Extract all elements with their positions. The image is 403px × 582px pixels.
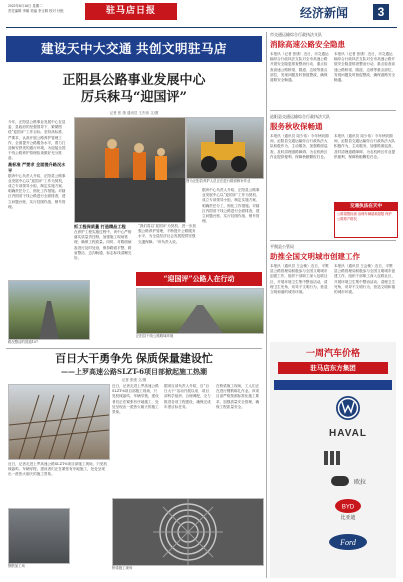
brand-byd-label: 比亚迪 [340,514,356,521]
svg-text:BYD: BYD [341,504,355,510]
highway-illustration [137,289,263,333]
brand-ford [300,530,396,554]
lead-paragraph: 在养护工程实施过程中，该中心严格落实质量责任制，加强施工现场管理，确保工程质量。同时，对路面病害进行及时处治，保持路面平整、路肩整洁、边沟畅通、标志标线清晰完好。 [74,230,132,261]
masthead-rule [6,27,397,28]
story-2-column-1: 本报讯（通讯员 周少伟）今年秋收期间，泌阳县交通运输综合行政执法大队积极作为，主动服务，加强路面巡查，及时清理道路障碍，为农机跨区作业提供便利，保障秋粮颗粒归仓。 [270,134,329,159]
lead-photo-workers [74,117,186,223]
page-number: 3 [373,4,389,20]
story-1-column-1: 本报讯（记者 张康）近日，市交通运输综合行政执法支队对全市高速公路开展安全隐患排查整治行动，重点检查高速公路桥梁、隧道、边坡等重点部位，发现问题及时督促整改，确保道路安全畅通。 [270,52,329,83]
lead-photo-road [8,280,90,340]
lead-paragraph: 据该中心负责人介绍，正阳县公路事业发展中心以“迎国评”工作为契机，成立专项领导小组，制定实施方案，明确责任分工，细化工作措施。对辖区内国省干线公路进行全面排查，建立问题台账，实行挂图作战、销号管理。 [202,188,260,224]
second-column-2 [164,384,212,496]
newspaper-logo: 驻马店日报 [85,3,177,20]
car-ad-strip [274,380,392,390]
story-2-column-2: 本报讯（通讯员 周少伟）今年秋收期间，泌阳县交通运输综合行政执法大队积极作为，主动服务，加强路面巡查，及时清理道路障碍，为农机跨区作业提供便利，保障秋粮颗粒归仓。 [334,134,396,159]
lead-paragraph: “我们将以‘迎国评’为契机，进一步加强公路养护管理，不断提升公路服务水平，为全县经济社会发展提供坚强交通保障。”该负责人说。 [138,224,197,244]
road-illustration [9,281,89,339]
pullquote: “迎国评”公路人在行动 [136,272,262,286]
foton-logo-icon [318,447,378,469]
lead-column-1 [8,120,68,270]
second-paragraph: 近日，记者走进上罗高速公路SLZT-6项目部施工现场，只见机械轰鸣、车辆穿梭，建设者们正在紧张有序地施工，处处呈现出一派热火朝天的施工景象。 [112,384,159,415]
photo-caption: 路况整洁的国道107 [8,340,39,344]
enforcement-ad-title: 交通执法在天中 [335,203,397,211]
story-1-column-2: 本报讯（记者 张康）近日，市交通运输综合行政执法支队对全市高速公路开展安全隐患排查整治行动，重点检查高速公路桥梁、隧道、边坡等重点部位，发现问题及时督促整改，确保道路安全畅通。 [334,52,396,83]
second-paragraph: 在桥梁施工现场，工人们正在进行钢筋绑扎作业。该项目部严格按照标准化施工要求，加强质量安全管理，确保工程质量安全。 [216,384,260,409]
story-3-headline: 助推全国文明城市创建工作 [270,252,360,261]
lead-photo-highway [136,288,264,334]
story-3-column-1: 本报讯（通讯员 王会敏）近日，平舆县公路管理局积极参与全国文明城市创建工作，组织干部职工深入包联社区，开展环境卫生集中整治活动，清理卫生死角，劝导不文明行为，营造文明和谐的城市环境。 [270,264,329,295]
roller-illustration [187,118,263,178]
divider [270,110,396,111]
brand-ora-label: 欧拉 [353,478,366,486]
lead-column-4 [202,188,262,274]
brand-byd [300,494,396,524]
photo-caption: 桥梁施工现场 [112,566,133,570]
svg-text:Ford: Ford [340,538,356,547]
second-headline: 百日大干勇争先 保质保量建设忙 [55,352,213,365]
lead-photo-machinery [186,117,264,179]
story-1-headline: 消除高速公路安全隐患 [270,40,345,49]
masthead-dates [8,4,68,14]
lead-subhead: 抓工程保质量 打造精品工程 [74,224,126,229]
second-subheadline: ——上罗高速公路SLZT-6项目部掀起施工热潮 [61,367,207,376]
lead-headline-line-2: 厉兵秣马“迎国评” [81,90,187,105]
lead-paragraph: 今年，正阳县公路事业发展中心在县委、县政府的坚强领导下，紧紧围绕“迎国评”工作目标，坚持高标准、严要求，认真开展公路养护管理工作，全面提升公路服务水平，着力打造畅安舒美的通行环境，为迎接全国干线公路养护管理检查做好充分准备。 [8,120,66,161]
photo-caption: 钢筋加工场 [8,564,25,568]
second-photo-site [8,508,70,564]
brand-ora [300,472,396,490]
second-paragraph: 近日，记者走进上罗高速公路SLZT-6项目部施工现场，只见机械轰鸣、车辆穿梭，建设者们正在紧张有序地施工，处处呈现出一派热火朝天的施工景象。 [8,462,108,477]
divider [270,240,396,241]
story-1-kicker: 市交通运输综合行政执法支队 [270,32,322,37]
second-photo-rebar [8,384,110,460]
brand-foton [300,446,396,470]
column-divider [266,32,267,578]
brand-volkswagen [300,394,396,422]
date-line: 2022年8月16日 星期二 [8,4,43,8]
ora-logo-icon [330,474,350,488]
lead-subhead: 高标准 严要求 全面提升路况水平 [8,161,66,173]
lead-column-3 [138,224,198,274]
lead-headline-line-1: 正阳县公路事业发展中心 [62,73,206,88]
enforcement-ad-text: 公路超限检测 治理车辆超载超限 保护公路路产路权 [337,212,392,221]
brand-haval: HAVAL [329,427,367,439]
story-2-headline: 服务秋收保畅通 [270,122,323,131]
lead-headline [6,72,262,106]
rebar-illustration [9,385,109,459]
second-column-1 [112,384,160,496]
story-3-kicker: 平舆县公管局 [270,244,294,249]
lead-paragraph: 据该中心负责人介绍，正阳县公路事业发展中心以“迎国评”工作为契机，成立专项领导小组，制定实施方案，明确责任分工，细化工作措施。对辖区内国省干线公路进行全面排查，建立问题台账，实行挂图作战、销号管理。 [8,173,66,209]
car-ad-title: 一周汽车价格 [305,349,360,359]
byd-logo-icon [334,498,362,514]
volkswagen-logo-icon [335,395,361,421]
lead-column-2 [74,224,134,274]
photo-caption: 正阳县干线公路路域环境 [136,334,174,338]
story-2-kicker: 泌阳县交通运输综合行政执法大队 [270,114,330,119]
spiral-rebar-illustration [113,499,263,565]
second-paragraph: 据项目部负责人介绍，自“百日大干”活动开展以来，项目部科学组织、合理调配，全力推进各项工程建设，确保完成年度目标任务。 [164,384,211,409]
road-work-illustration [75,118,185,222]
section-title: 经济新闻 [300,6,349,20]
car-ad-dealer: 驻马店东方集团 [278,362,388,374]
editor-line: 责任编辑 李娜 美编 李玉鹤 校对 付艳 [8,9,64,13]
lead-byline: 记者 张 康 通讯员 王杰伟 文/图 [109,111,159,115]
second-column-3 [216,384,262,496]
enforcement-ad [334,202,398,238]
photo-caption: 图为正阳县养护人员正在进行路面修补作业 [186,179,251,183]
story-3-column-2: 本报讯（通讯员 王会敏）近日，平舆县公路管理局积极参与全国文明城市创建工作，组织干部职工深入包联社区，开展环境卫生集中整治活动，清理卫生死角，劝导不文明行为，营造文明和谐的城市环境。 [334,264,396,295]
campaign-banner: 建设天中大交通 共创文明驻马店 [6,36,262,62]
ford-logo-icon [328,533,368,551]
second-column-0 [8,462,108,506]
divider [6,348,262,349]
second-byline: 记者 张康 文/图 [121,378,147,382]
second-photo-spiral [112,498,264,566]
